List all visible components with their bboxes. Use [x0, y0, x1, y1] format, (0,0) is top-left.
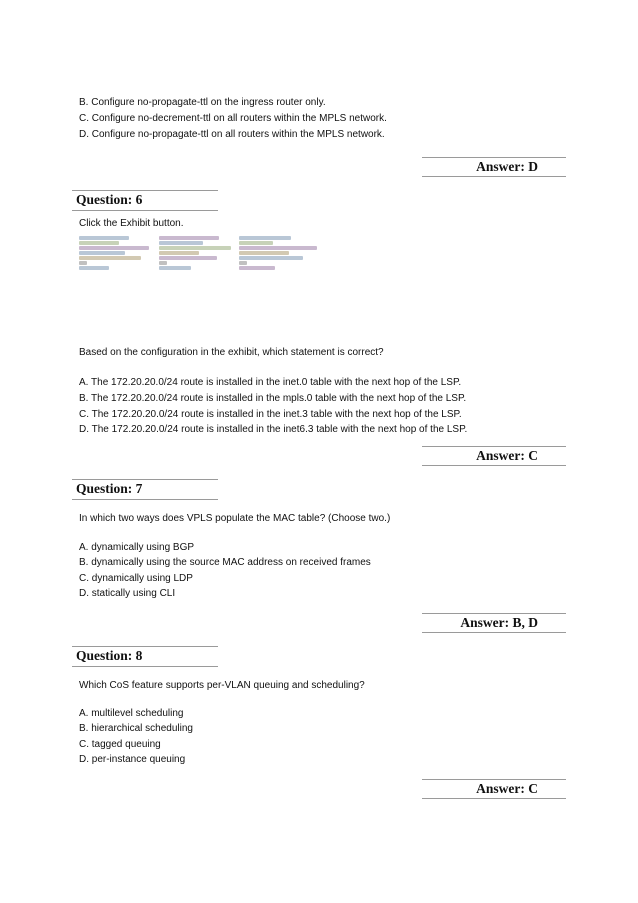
question-prompt: Click the Exhibit button.: [79, 218, 184, 229]
exhibit-image: [79, 236, 319, 278]
option-c: C. tagged queuing: [79, 739, 161, 750]
question-header: [72, 479, 218, 500]
option-d: D. statically using CLI: [79, 588, 176, 599]
question-prompt: Which CoS feature supports per-VLAN queuing and scheduling?: [79, 680, 365, 691]
answer-box: [422, 446, 566, 466]
question-header: [72, 190, 218, 211]
answer-label: Answer: C: [476, 448, 538, 463]
question-header: [72, 646, 218, 667]
question-title: Question: 7: [76, 481, 143, 496]
option-d: D. Configure no-propagate-ttl on all routers within the MPLS network.: [79, 129, 385, 140]
option-d: D. The 172.20.20.0/24 route is installed in the inet6.3 table with the next hop of the LSP.: [79, 424, 468, 435]
option-c: C. The 172.20.20.0/24 route is installed in the inet.3 table with the next hop of the LSP.: [79, 409, 462, 420]
option-d: D. per-instance queuing: [79, 754, 186, 765]
option-b: B. dynamically using the source MAC address on received frames: [79, 557, 371, 568]
option-a: A. dynamically using BGP: [79, 542, 195, 553]
answer-label: Answer: B, D: [460, 615, 538, 630]
option-a: A. The 172.20.20.0/24 route is installed in the inet.0 table with the next hop of the LSP.: [79, 377, 462, 388]
option-b: B. The 172.20.20.0/24 route is installed in the mpls.0 table with the next hop of the LSP.: [79, 393, 467, 404]
answer-box: [422, 157, 566, 177]
answer-box: [422, 613, 566, 633]
option-c: C. dynamically using LDP: [79, 573, 193, 584]
option-a: A. multilevel scheduling: [79, 708, 184, 719]
question-title: Question: 6: [76, 192, 143, 207]
option-c: C. Configure no-decrement-ttl on all routers within the MPLS network.: [79, 113, 387, 124]
answer-box: [422, 779, 566, 799]
question-prompt: In which two ways does VPLS populate the MAC table? (Choose two.): [79, 513, 391, 524]
answer-label: Answer: D: [476, 159, 538, 174]
answer-label: Answer: C: [476, 781, 538, 796]
option-b: B. Configure no-propagate-ttl on the ingress router only.: [79, 97, 326, 108]
option-b: B. hierarchical scheduling: [79, 723, 193, 734]
question-title: Question: 8: [76, 648, 143, 663]
question-followup: Based on the configuration in the exhibit, which statement is correct?: [79, 347, 384, 358]
